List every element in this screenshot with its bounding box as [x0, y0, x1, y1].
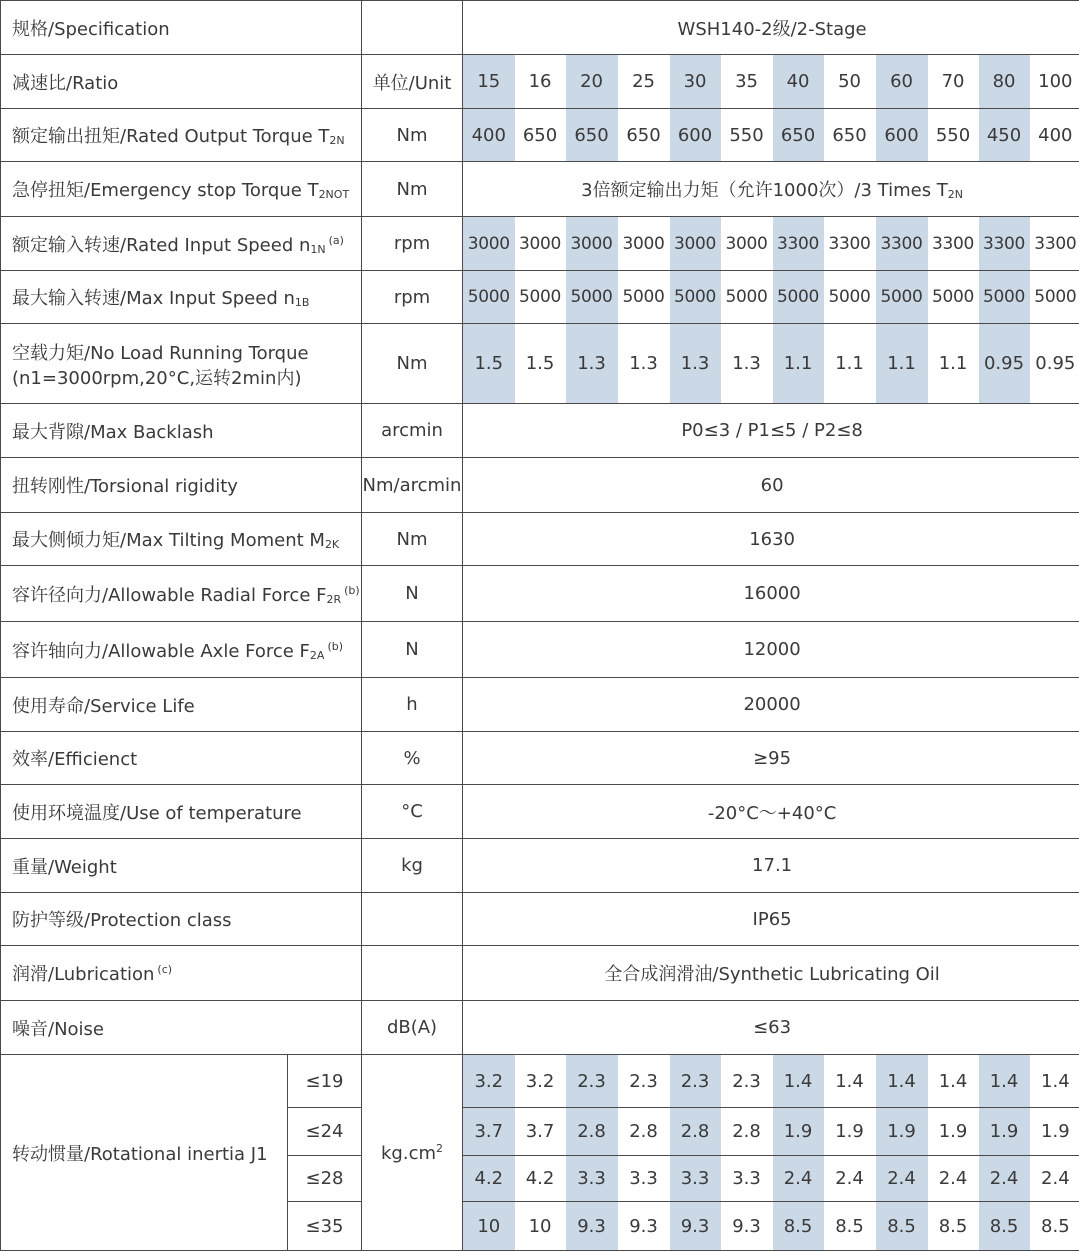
value-cell: 1.1 — [824, 324, 876, 404]
value-cell: 2.3 — [670, 1055, 721, 1108]
value-cell: 1.3 — [618, 324, 670, 404]
value-cell: 2.3 — [618, 1055, 670, 1108]
value-cell: 2.4 — [824, 1156, 876, 1202]
value-cell: 3300 — [824, 217, 876, 271]
value-cell: 650 — [618, 109, 670, 162]
noise-value: ≤63 — [463, 1001, 1079, 1055]
value-cell: 3000 — [515, 217, 566, 271]
life-value: 20000 — [463, 678, 1079, 732]
value-cell: 1.4 — [928, 1055, 979, 1108]
weight-value: 17.1 — [463, 839, 1079, 893]
efficiency-value: ≥95 — [463, 732, 1079, 785]
rated-input-unit: rpm — [362, 217, 463, 271]
row-tilting — [1, 513, 1079, 566]
value-cell: 1.3 — [566, 324, 618, 404]
value-cell: 2.4 — [928, 1156, 979, 1202]
value-cell: 8.5 — [824, 1202, 876, 1251]
value-cell: 1.9 — [876, 1108, 928, 1156]
value-cell: 1.9 — [928, 1108, 979, 1156]
no-load-label: 空载力矩/No Load Running Torque (n1=3000rpm,20°C,运转2min内) — [1, 324, 362, 404]
value-cell: 1.9 — [979, 1108, 1030, 1156]
value-cell: 5000 — [566, 271, 618, 324]
value-cell: 100 — [1030, 55, 1079, 109]
lubrication-unit — [362, 946, 463, 1001]
emergency-value: 3倍额定输出力矩（允许1000次）/3 Times $T_{2N}$ — [463, 162, 1079, 217]
value-cell: 1.1 — [928, 324, 979, 404]
value-cell: 50 — [824, 55, 876, 109]
life-unit: h — [362, 678, 463, 732]
value-cell: 1.4 — [979, 1055, 1030, 1108]
tilting-label: 最大侧倾力矩/Max Tilting Moment $M_{2K}$ — [1, 513, 362, 566]
value-cell: 70 — [928, 55, 979, 109]
row-spec — [1, 1, 1079, 55]
value-cell: 3.3 — [566, 1156, 618, 1202]
radial-unit: N — [362, 566, 463, 622]
value-cell: 5000 — [618, 271, 670, 324]
max-input-unit: rpm — [362, 271, 463, 324]
value-cell: 1.1 — [773, 324, 824, 404]
value-cell: 400 — [463, 109, 515, 162]
value-cell: 35 — [721, 55, 773, 109]
row-axial — [1, 622, 1079, 678]
value-cell: 5000 — [979, 271, 1030, 324]
row-backlash — [1, 404, 1079, 458]
value-cell: 25 — [618, 55, 670, 109]
row-temperature — [1, 785, 1079, 839]
value-cell: 60 — [876, 55, 928, 109]
value-cell: 1.3 — [670, 324, 721, 404]
value-cell: 1.1 — [876, 324, 928, 404]
weight-label: 重量/Weight — [1, 839, 362, 893]
rated-torque-unit: Nm — [362, 109, 463, 162]
efficiency-label: 效率/Efficienct — [1, 732, 362, 785]
value-cell: 3.7 — [515, 1108, 566, 1156]
value-cell: 2.8 — [618, 1108, 670, 1156]
value-cell: 5000 — [670, 271, 721, 324]
tilting-value: 1630 — [463, 513, 1079, 566]
value-cell: 1.4 — [773, 1055, 824, 1108]
value-cell: 8.5 — [773, 1202, 824, 1251]
value-cell: 3.3 — [721, 1156, 773, 1202]
value-cell: 550 — [721, 109, 773, 162]
protection-value: IP65 — [463, 893, 1079, 946]
row-rated-input — [1, 217, 1079, 271]
max-input-label: 最大输入转速/Max Input Speed $n_{1B}$ — [1, 271, 362, 324]
temperature-value: -20°C～+40°C — [463, 785, 1079, 839]
value-cell: 2.3 — [721, 1055, 773, 1108]
value-cell: 1.5 — [515, 324, 566, 404]
noise-unit: dB(A) — [362, 1001, 463, 1055]
value-cell: 3000 — [721, 217, 773, 271]
value-cell: 15 — [463, 55, 515, 109]
value-cell: 5000 — [876, 271, 928, 324]
life-label: 使用寿命/Service Life — [1, 678, 362, 732]
value-cell: 3300 — [979, 217, 1030, 271]
inertia-size-1: ≤24 — [288, 1108, 362, 1156]
lubrication-value: 全合成润滑油/Synthetic Lubricating Oil — [463, 946, 1079, 1001]
radial-value: 16000 — [463, 566, 1079, 622]
value-cell: 1.9 — [1030, 1108, 1079, 1156]
value-cell: 4.2 — [463, 1156, 515, 1202]
value-cell: 2.4 — [979, 1156, 1030, 1202]
temperature-unit: °C — [362, 785, 463, 839]
value-cell: 1.9 — [773, 1108, 824, 1156]
axial-label: 容许轴向力/Allowable Axle Force $F_{2A}^{(b)}$ — [1, 622, 362, 678]
row-ratio — [1, 55, 1079, 109]
temperature-label: 使用环境温度/Use of temperature — [1, 785, 362, 839]
value-cell: 5000 — [928, 271, 979, 324]
value-cell: 4.2 — [515, 1156, 566, 1202]
rigidity-value: 60 — [463, 458, 1079, 513]
value-cell: 9.3 — [670, 1202, 721, 1251]
value-cell: 650 — [566, 109, 618, 162]
row-efficiency — [1, 732, 1079, 785]
noise-label: 噪音/Noise — [1, 1001, 362, 1055]
row-noise — [1, 1001, 1079, 1055]
no-load-unit: Nm — [362, 324, 463, 404]
value-cell: 1.4 — [876, 1055, 928, 1108]
rated-torque-label: 额定输出扭矩/Rated Output Torque $T_{2N}$ — [1, 109, 362, 162]
value-cell: 3.2 — [515, 1055, 566, 1108]
value-cell: 1.4 — [824, 1055, 876, 1108]
value-cell: 400 — [1030, 109, 1079, 162]
ratio-label: 减速比/Ratio — [1, 55, 362, 109]
emergency-label: 急停扭矩/Emergency stop Torque $T_{2NOT}$ — [1, 162, 362, 217]
row-radial — [1, 566, 1079, 622]
weight-unit: kg — [362, 839, 463, 893]
value-cell: 2.4 — [876, 1156, 928, 1202]
lubrication-label: 润滑/Lubrication $^{(c)}$ — [1, 946, 362, 1001]
row-rated-torque — [1, 109, 1079, 162]
value-cell: 5000 — [463, 271, 515, 324]
value-cell: 600 — [670, 109, 721, 162]
value-cell: 3300 — [928, 217, 979, 271]
rigidity-label: 扭转刚性/Torsional rigidity — [1, 458, 362, 513]
value-cell: 1.5 — [463, 324, 515, 404]
value-cell: 5000 — [824, 271, 876, 324]
efficiency-unit: % — [362, 732, 463, 785]
value-cell: 8.5 — [979, 1202, 1030, 1251]
value-cell: 3.7 — [463, 1108, 515, 1156]
spec-label: 规格/Specification — [1, 1, 362, 55]
value-cell: 1.4 — [1030, 1055, 1079, 1108]
value-cell: 3000 — [463, 217, 515, 271]
model-name: WSH140-2级/2-Stage — [463, 1, 1079, 55]
value-cell: 2.3 — [566, 1055, 618, 1108]
value-cell: 3000 — [670, 217, 721, 271]
value-cell: 2.8 — [566, 1108, 618, 1156]
value-cell: 5000 — [721, 271, 773, 324]
value-cell: 3.2 — [463, 1055, 515, 1108]
row-lubrication — [1, 946, 1079, 1001]
value-cell: 40 — [773, 55, 824, 109]
value-cell: 0.95 — [979, 324, 1030, 404]
backlash-unit: arcmin — [362, 404, 463, 458]
axial-unit: N — [362, 622, 463, 678]
value-cell: 3300 — [773, 217, 824, 271]
value-cell: 20 — [566, 55, 618, 109]
value-cell: 5000 — [515, 271, 566, 324]
value-cell: 1.3 — [721, 324, 773, 404]
value-cell: 3300 — [876, 217, 928, 271]
inertia-unit: $kg.cm^2$ — [362, 1055, 463, 1251]
value-cell: 2.4 — [773, 1156, 824, 1202]
ratio-unit: 单位/Unit — [362, 55, 463, 109]
inertia-size-3: ≤35 — [288, 1202, 362, 1251]
value-cell: 8.5 — [1030, 1202, 1079, 1251]
value-cell: 650 — [515, 109, 566, 162]
inertia-size-0: ≤19 — [288, 1055, 362, 1108]
value-cell: 450 — [979, 109, 1030, 162]
rated-input-label: 额定输入转速/Rated Input Speed $n_{1N}^{(a)}$ — [1, 217, 362, 271]
value-cell: 8.5 — [876, 1202, 928, 1251]
value-cell: 9.3 — [618, 1202, 670, 1251]
value-cell: 8.5 — [928, 1202, 979, 1251]
value-cell: 2.8 — [721, 1108, 773, 1156]
value-cell: 550 — [928, 109, 979, 162]
value-cell: 600 — [876, 109, 928, 162]
emergency-unit: Nm — [362, 162, 463, 217]
value-cell: 2.8 — [670, 1108, 721, 1156]
tilting-unit: Nm — [362, 513, 463, 566]
protection-unit — [362, 893, 463, 946]
row-rigidity — [1, 458, 1079, 513]
axial-value: 12000 — [463, 622, 1079, 678]
inertia-size-2: ≤28 — [288, 1156, 362, 1202]
spec-unit-empty — [362, 1, 463, 55]
value-cell: 650 — [773, 109, 824, 162]
value-cell: 5000 — [773, 271, 824, 324]
value-cell: 650 — [824, 109, 876, 162]
row-emergency — [1, 162, 1079, 217]
row-protection — [1, 893, 1079, 946]
row-no-load — [1, 324, 1079, 404]
row-inertia-0 — [1, 1055, 1079, 1108]
row-weight — [1, 839, 1079, 893]
value-cell: 3.3 — [670, 1156, 721, 1202]
value-cell: 1.9 — [824, 1108, 876, 1156]
value-cell: 0.95 — [1030, 324, 1079, 404]
inertia-label: 转动惯量/Rotational inertia J1 — [1, 1055, 288, 1251]
value-cell: 2.4 — [1030, 1156, 1079, 1202]
value-cell: 3000 — [566, 217, 618, 271]
value-cell: 80 — [979, 55, 1030, 109]
value-cell: 16 — [515, 55, 566, 109]
value-cell: 10 — [515, 1202, 566, 1251]
rigidity-unit: Nm/arcmin — [362, 458, 463, 513]
value-cell: 10 — [463, 1202, 515, 1251]
row-max-input — [1, 271, 1079, 324]
value-cell: 3000 — [618, 217, 670, 271]
value-cell: 30 — [670, 55, 721, 109]
value-cell: 5000 — [1030, 271, 1079, 324]
value-cell: 3300 — [1030, 217, 1079, 271]
protection-label: 防护等级/Protection class — [1, 893, 362, 946]
radial-label: 容许径向力/Allowable Radial Force $F_{2R}^{(b)}$ — [1, 566, 362, 622]
row-life — [1, 678, 1079, 732]
value-cell: 3.3 — [618, 1156, 670, 1202]
value-cell: 9.3 — [566, 1202, 618, 1251]
backlash-value: P0≤3 / P1≤5 / P2≤8 — [463, 404, 1079, 458]
backlash-label: 最大背隙/Max Backlash — [1, 404, 362, 458]
value-cell: 9.3 — [721, 1202, 773, 1251]
